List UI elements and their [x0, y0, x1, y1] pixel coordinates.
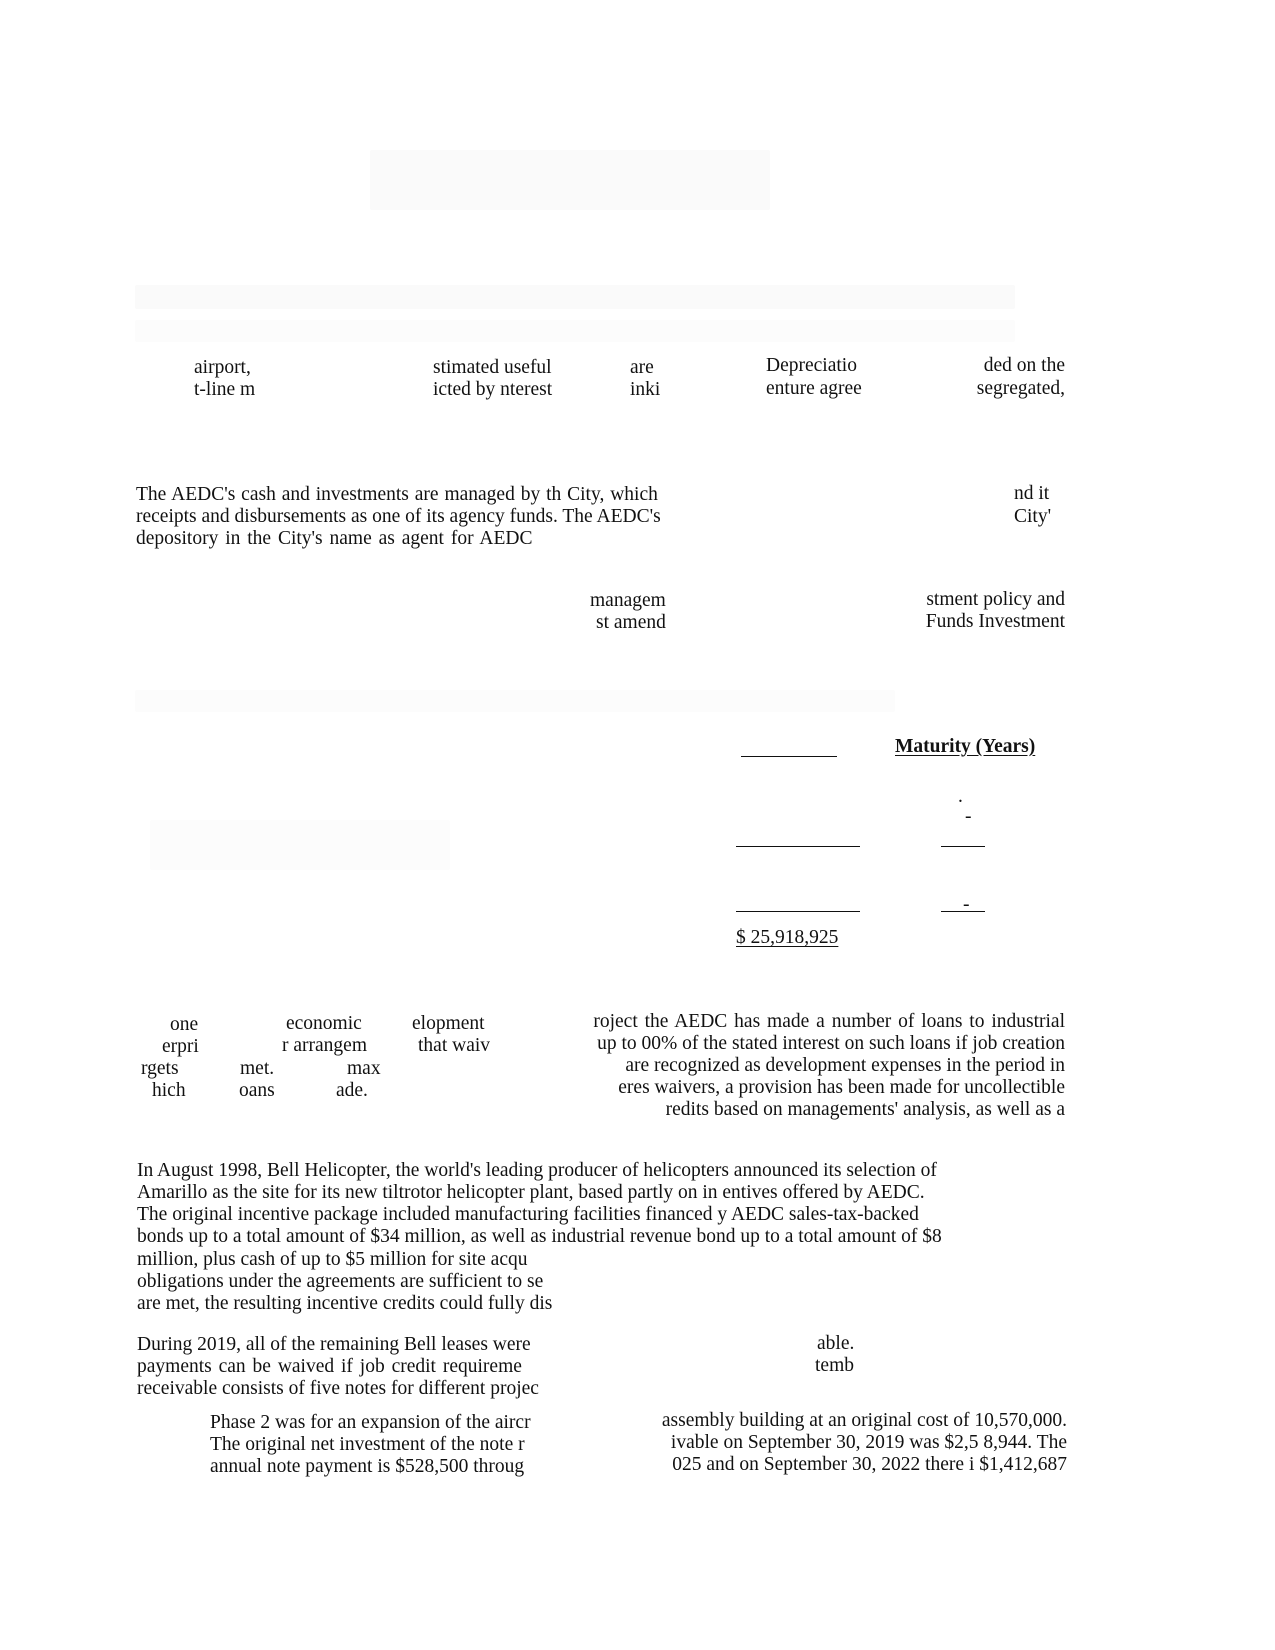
loans-right-5: redits based on managements' analysis, as well as a — [665, 1099, 1065, 1120]
bell-line-5: million, plus cash of up to $5 million for site acqu — [137, 1249, 528, 1270]
cap-col3-line2: inki — [630, 379, 661, 400]
loans-right-3: are recognized as development expenses in the period in — [625, 1055, 1065, 1076]
loans-right-4: eres waivers, a provision has been made for uncollectible — [618, 1077, 1065, 1098]
header-rule — [741, 756, 837, 757]
maturity-dash-2: - — [963, 894, 970, 915]
policy-right-1: stment policy and — [926, 589, 1065, 610]
cap-col3-line1: are — [630, 357, 654, 378]
total-rule-2 — [941, 911, 985, 912]
phase2-left-3: annual note payment is $528,500 throug — [210, 1456, 525, 1477]
bell-line-6: obligations under the agreements are sufficient to se — [137, 1271, 544, 1292]
phase2-right-1: assembly building at an original cost of 10,570,000. — [661, 1410, 1067, 1431]
bell-line-3: The original incentive package included manufacturing facilities financed y AEDC sales-tax-backed — [137, 1204, 919, 1225]
cap-col4-line2: enture agree — [766, 378, 862, 399]
investment-total: $ 25,918,925 — [736, 927, 839, 948]
cap-col2-line1: stimated useful — [433, 357, 552, 378]
loans-c1-2: erpri — [162, 1036, 199, 1057]
cap-col5-line2: segregated, — [976, 378, 1065, 399]
maturity-header: Maturity (Years) — [895, 736, 1036, 757]
cash-right-1: nd it — [1014, 483, 1050, 504]
phase2-right-3: 025 and on September 30, 2022 there i $1,412,687 — [672, 1454, 1067, 1475]
subtotal-rule-2 — [941, 846, 985, 847]
cap-col1-line2: t-line m — [194, 379, 256, 400]
loans-c2-3: met. — [240, 1058, 275, 1079]
loans-c2-2: r arrangem — [282, 1035, 367, 1056]
loans-right-1: roject the AEDC has made a number of loans to industrial — [593, 1011, 1065, 1032]
bell-line-2: Amarillo as the site for its new tiltrotor helicopter plant, based partly on in entives offered by AEDC. — [137, 1182, 925, 1203]
loans-c2-4: oans — [239, 1080, 275, 1101]
loans-c2-1: economic — [286, 1013, 362, 1034]
cap-col5-line1: ded on the — [983, 355, 1065, 376]
loans-c1-1: one — [170, 1014, 199, 1035]
faint-header-area — [370, 150, 770, 210]
leases-right-2: temb — [815, 1355, 854, 1376]
total-rule-1 — [736, 911, 860, 912]
faint-band-4 — [150, 820, 450, 870]
loans-mid-2: that waiv — [418, 1035, 491, 1056]
cap-col1-line1: airport, — [194, 357, 251, 378]
bell-line-7: are met, the resulting incentive credits could fully dis — [137, 1293, 553, 1314]
loans-c3-1: max — [347, 1058, 381, 1079]
phase2-right-2: ivable on September 30, 2019 was $2,5 8,944. The — [670, 1432, 1067, 1453]
leases-right-1: able. — [817, 1333, 855, 1354]
maturity-dot: . — [958, 786, 963, 807]
policy-mid-1: managem — [590, 590, 666, 611]
leases-line-1: During 2019, all of the remaining Bell leases were — [137, 1334, 531, 1355]
faint-band-1 — [135, 285, 1015, 309]
leases-line-3: receivable consists of five notes for different projec — [137, 1378, 539, 1399]
cash-line-2: receipts and disbursements as one of its agency funds. The AEDC's — [136, 506, 661, 527]
subtotal-rule-1 — [736, 846, 860, 847]
phase2-left-2: The original net investment of the note r — [210, 1434, 525, 1455]
loans-mid-1: elopment — [412, 1013, 485, 1034]
cash-line-3: depository in the City's name as agent for AEDC — [136, 528, 533, 549]
loans-c3-2: ade. — [336, 1080, 368, 1101]
leases-line-2: payments can be waived if job credit requireme — [137, 1356, 522, 1377]
maturity-dash-1: - — [965, 806, 972, 827]
faint-band-2 — [135, 320, 1015, 342]
cash-line-1: The AEDC's cash and investments are managed by th City, which — [136, 484, 658, 505]
cap-col2-line2: icted by nterest — [433, 379, 553, 400]
bell-line-4: bonds up to a total amount of $34 million, as well as industrial revenue bond up to a total amount of $8 — [137, 1226, 942, 1247]
faint-band-3 — [135, 690, 895, 712]
cash-right-2: City' — [1014, 506, 1052, 527]
loans-c1-4: hich — [152, 1080, 186, 1101]
policy-mid-2: st amend — [596, 612, 666, 633]
phase2-left-1: Phase 2 was for an expansion of the aircr — [210, 1412, 531, 1433]
bell-line-1: In August 1998, Bell Helicopter, the world's leading producer of helicopters announced its selection of — [137, 1160, 937, 1181]
policy-right-2: Funds Investment — [925, 611, 1065, 632]
loans-right-2: up to 00% of the stated interest on such loans if job creation — [597, 1033, 1065, 1054]
cap-col4-line1: Depreciatio — [766, 355, 857, 376]
loans-c1-3: rgets — [141, 1058, 179, 1079]
